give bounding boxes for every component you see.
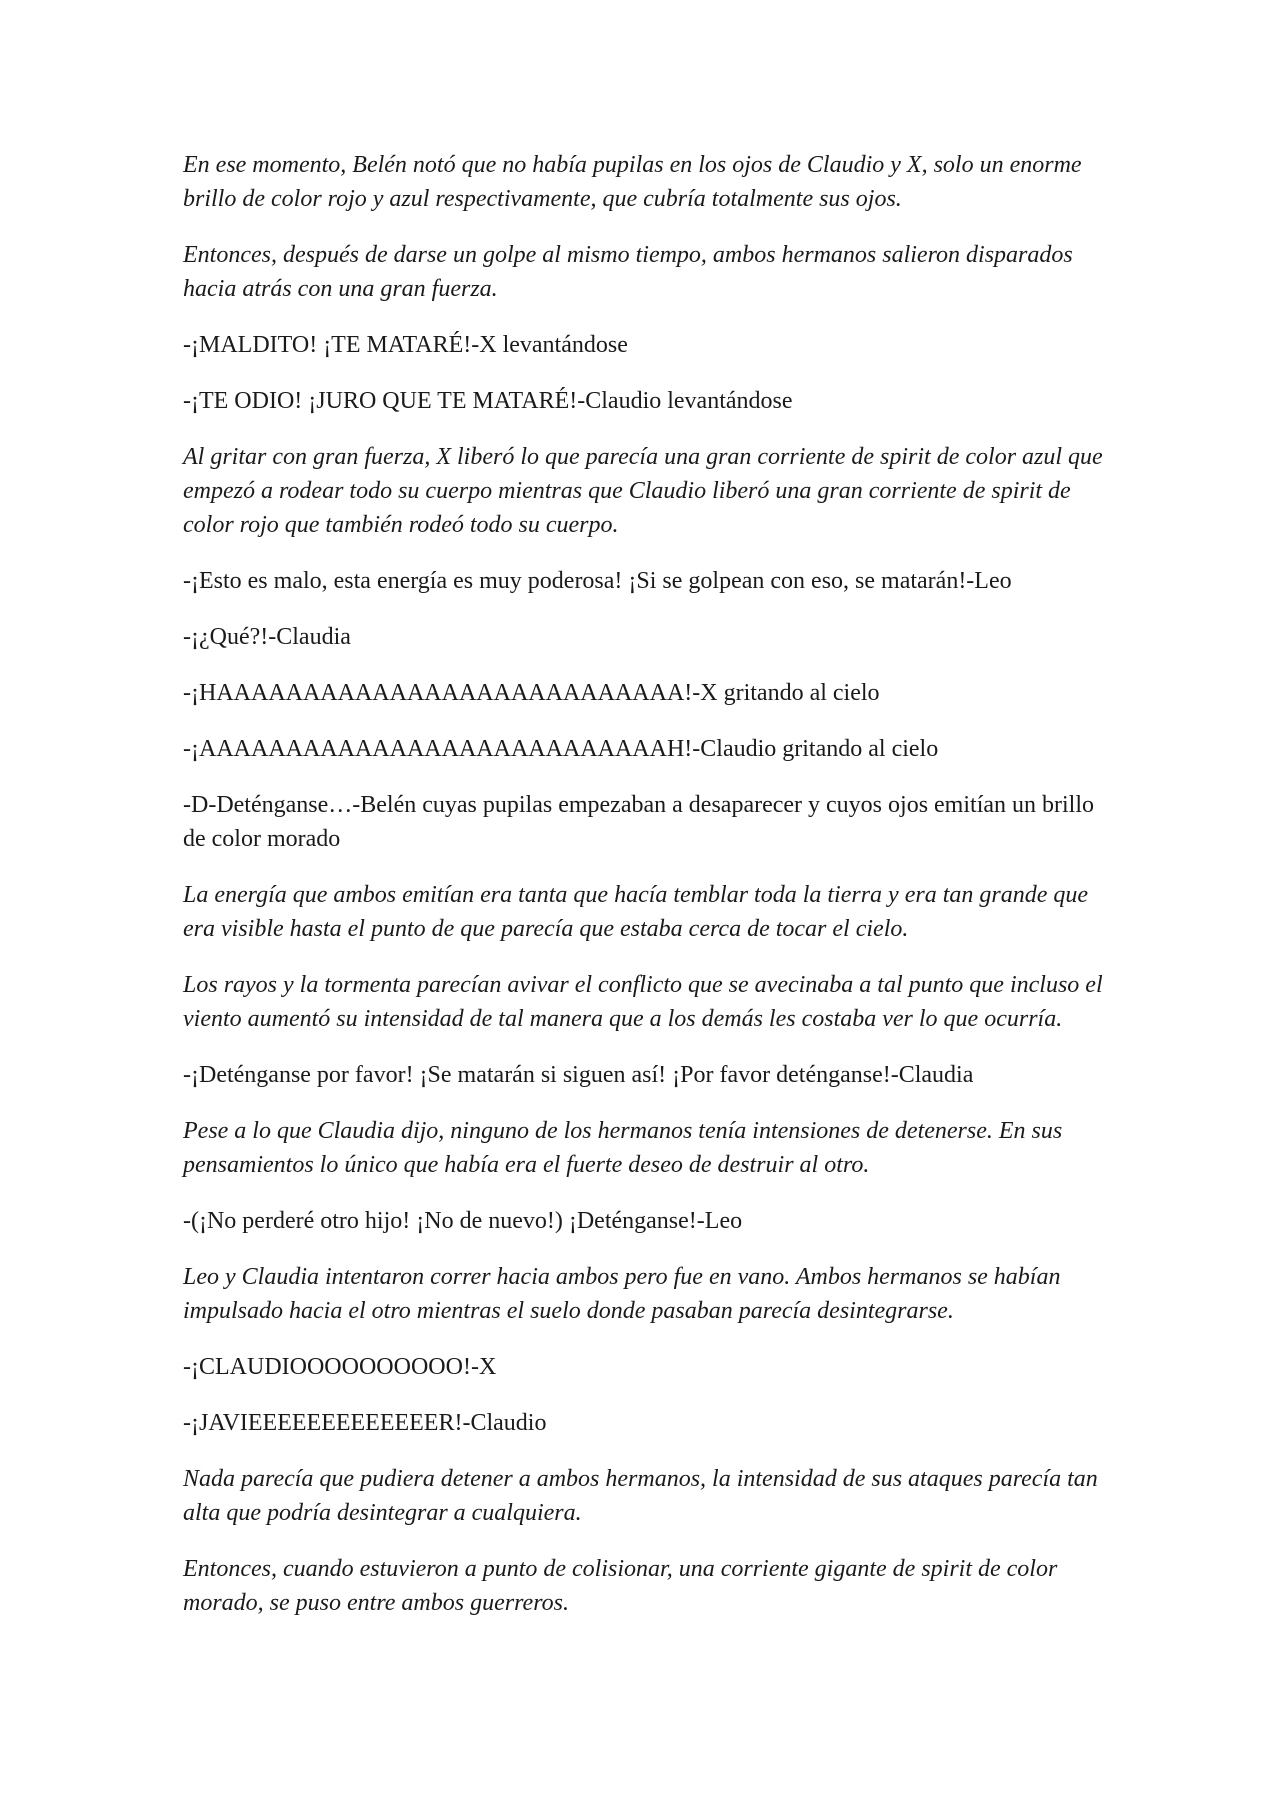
dialogue-line: -(¡No perderé otro hijo! ¡No de nuevo!) ¡Deténganse!-Leo: [183, 1208, 743, 1234]
narration-paragraph: Leo y Claudia intentaron correr hacia ambos pero fue en vano. Ambos hermanos se habían impulsado hacia el otro mientras el suelo donde pasaban parecía desintegrarse.: [183, 1264, 1061, 1324]
dialogue-line: -¡MALDITO! ¡TE MATARÉ!-X levantándose: [183, 332, 628, 358]
dialogue-line: -¡¿Qué?!-Claudia: [183, 624, 351, 650]
narration-paragraph: En ese momento, Belén notó que no había pupilas en los ojos de Claudio y X, solo un enorme brillo de color rojo y azul respectivamente, que cubría totalmente sus ojos.: [183, 152, 1082, 212]
narration-paragraph: Al gritar con gran fuerza, X liberó lo que parecía una gran corriente de spirit de color azul que empezó a rodear todo su cuerpo mientras que Claudio liberó una gran corriente de spirit de color rojo que también rodeó todo su cuerpo.: [183, 444, 1103, 538]
dialogue-line: -¡AAAAAAAAAAAAAAAAAAAAAAAAAAAH!-Claudio gritando al cielo: [183, 736, 939, 762]
document-body: [183, 148, 1103, 1642]
narration-paragraph: La energía que ambos emitían era tanta que hacía temblar toda la tierra y era tan grande que era visible hasta el punto de que parecía que estaba cerca de tocar el cielo.: [183, 882, 1089, 942]
narration-paragraph: Los rayos y la tormenta parecían avivar el conflicto que se avecinaba a tal punto que incluso el viento aumentó su intensidad de tal manera que a los demás les costaba ver lo que ocurría.: [183, 972, 1103, 1032]
dialogue-line: -¡CLAUDIOOOOOOOOOO!-X: [183, 1354, 497, 1380]
dialogue-line: -D-Deténganse…-Belén cuyas pupilas empezaban a desaparecer y cuyos ojos emitían un brillo de color morado: [183, 792, 1095, 852]
narration-paragraph: Pese a lo que Claudia dijo, ninguno de los hermanos tenía intensiones de detenerse. En sus pensamientos lo único que había era el fuerte deseo de destruir al otro.: [183, 1118, 1063, 1178]
dialogue-line: -¡HAAAAAAAAAAAAAAAAAAAAAAAAAAA!-X gritando al cielo: [183, 680, 880, 706]
dialogue-line: -¡Esto es malo, esta energía es muy poderosa! ¡Si se golpean con eso, se matarán!-Leo: [183, 568, 1012, 594]
narration-paragraph: Entonces, después de darse un golpe al mismo tiempo, ambos hermanos salieron disparados hacia atrás con una gran fuerza.: [183, 242, 1073, 302]
dialogue-line: -¡Deténganse por favor! ¡Se matarán si siguen así! ¡Por favor deténganse!-Claudia: [183, 1062, 974, 1088]
dialogue-line: -¡JAVIEEEEEEEEEEEEER!-Claudio: [183, 1410, 547, 1436]
narration-paragraph: Nada parecía que pudiera detener a ambos hermanos, la intensidad de sus ataques parecía tan alta que podría desintegrar a cualquiera.: [183, 1466, 1098, 1526]
narration-paragraph: Entonces, cuando estuvieron a punto de colisionar, una corriente gigante de spirit de color morado, se puso entre ambos guerreros.: [183, 1556, 1058, 1616]
dialogue-line: -¡TE ODIO! ¡JURO QUE TE MATARÉ!-Claudio levantándose: [183, 388, 793, 414]
